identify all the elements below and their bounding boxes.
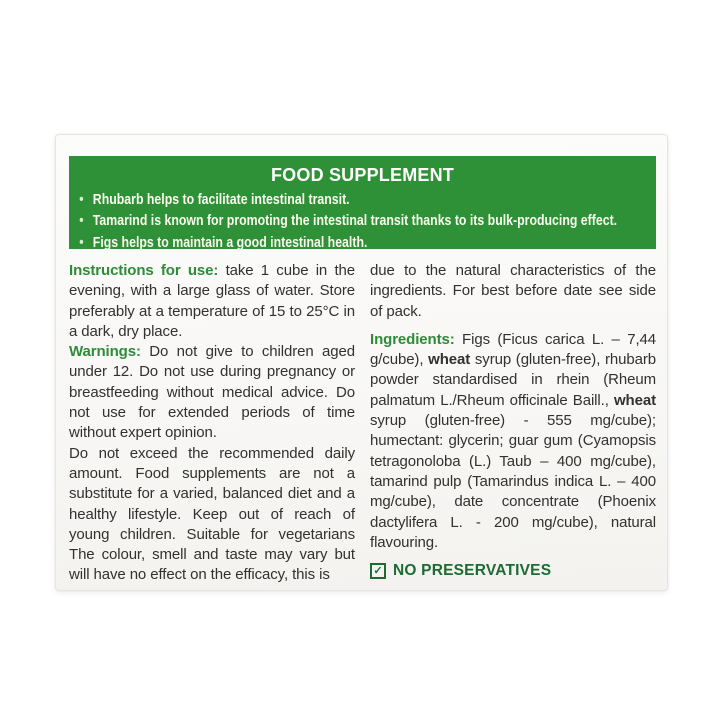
paragraph-text: Do not exceed the recommended daily amount. Food supplements are not a substitute for a varied, balanced diet and a healthy lifestyle. Keep out of reach of young children. Suitable for vegetarians The colour, smell and taste may vary but will have no effect on the efficacy, this is	[69, 444, 355, 584]
paragraph-lead-label: Warnings:	[69, 343, 141, 361]
header-bullet-item	[79, 233, 654, 254]
paragraph-text: wheat	[613, 391, 656, 409]
no-preservatives-label: NO PRESERVATIVES	[393, 562, 552, 580]
paragraph-text: syrup (gluten-free), rhubarb powder standardised in rhein (Rheum palmatum L./Rheum officinale Baill.,	[370, 351, 657, 409]
paragraph-text: wheat	[428, 351, 471, 369]
paragraph-lead-label: Ingredients:	[370, 330, 455, 348]
food-supplement-title: FOOD SUPPLEMENT	[270, 165, 454, 185]
header-bullet-item	[79, 190, 654, 211]
supplement-header-band	[69, 156, 656, 249]
paragraph-lead-label: Instructions for use:	[69, 262, 219, 279]
body-column-right	[370, 261, 656, 586]
bullet-dot-icon: •	[79, 192, 84, 208]
label-paragraph	[69, 444, 355, 586]
label-paragraph	[370, 330, 656, 553]
paragraph-text: Figs (Ficus carica L. – 7,44 g/cube),	[370, 330, 656, 369]
label-paragraph	[69, 261, 355, 342]
bullet-dot-icon: •	[79, 213, 84, 230]
bullet-text: Rhubarb helps to facilitate intestinal transit.	[92, 192, 350, 208]
bullet-text: Tamarind is known for promoting the intestinal transit thanks to its bulk-producing effect.	[92, 213, 618, 230]
no-preservatives-row	[370, 562, 656, 580]
bullet-dot-icon: •	[79, 234, 84, 251]
right-column-paragraphs	[370, 261, 656, 553]
header-bullet-item	[79, 211, 654, 232]
label-paragraph	[370, 261, 656, 322]
supplement-box-back	[55, 134, 668, 591]
header-bullet-list	[69, 190, 654, 254]
label-paragraph	[69, 342, 355, 443]
checkbox-check-icon: ✓	[370, 563, 386, 579]
body-text-columns	[69, 261, 657, 586]
paragraph-text: syrup (gluten-free) - 555 mg/cube); humectant: glycerin; guar gum (Cyamopsis tetragonoloba (L.) Taub – 400 mg/cube), tamarind pulp (Tamarindus indica L. – 400 mg/cube), date concentrate (Phoenix dactylifera L. - 200 mg/cube), natural flavouring.	[370, 412, 656, 551]
paragraph-text: due to the natural characteristics of the ingredients. For best before date see side of pack.	[370, 262, 656, 320]
body-column-left	[69, 261, 355, 586]
paragraph-text: take 1 cube in the evening, with a large glass of water. Store preferably at a temperature of 15 to 25°C in a dark, dry place.	[69, 262, 355, 340]
paragraph-text: Do not give to children aged under 12. Do not use during pregnancy or breastfeeding without medical advice. Do not use for extended periods of time without expert opinion.	[69, 343, 355, 442]
bullet-text: Figs helps to maintain a good intestinal health.	[92, 234, 368, 251]
